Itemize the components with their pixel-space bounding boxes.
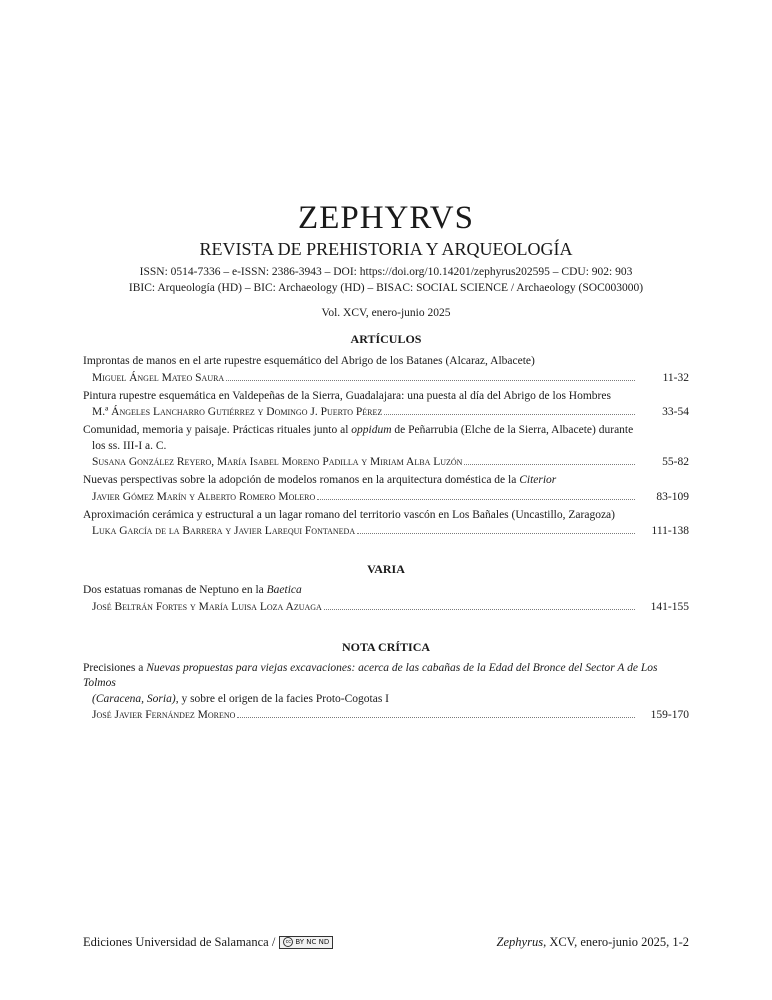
- entry-author-line: [83, 404, 689, 420]
- entry-title: [83, 661, 689, 692]
- toc-entry[interactable]: [83, 508, 689, 540]
- dot-leader: [324, 608, 635, 610]
- identifiers-line: ISSN: 0514-7336 – e-ISSN: 2386-3943 – DOI: https://doi.org/10.14201/zephyrus202595 – CDU: 902: 903: [139, 266, 633, 278]
- entry-title: [83, 423, 689, 439]
- page-footer: [83, 934, 689, 950]
- entry-author-line: [83, 454, 689, 470]
- entry-title-italic: (Caracena, Soria): [92, 692, 176, 705]
- entry-pages: 141-155: [650, 600, 689, 613]
- entry-title-part: de Peñarrubia (Elche de la Sierra, Albacete) durante: [391, 424, 634, 436]
- entry-title-part: Precisiones a: [83, 661, 147, 674]
- journal-subtitle: REVISTA DE PREHISTORIA Y ARQUEOLOGÍA: [199, 239, 573, 259]
- classification-line: IBIC: Arqueología (HD) – BIC: Archaeology (HD) – BISAC: SOCIAL SCIENCE / Archaeology (SOC003000): [128, 282, 644, 294]
- entry-pages: 11-32: [662, 371, 689, 384]
- entry-pages: 111-138: [651, 525, 689, 537]
- entry-pages: 55-82: [662, 456, 689, 468]
- toc-entry[interactable]: [83, 423, 689, 470]
- footer-publisher: [83, 934, 333, 950]
- entry-pages: 159-170: [650, 709, 689, 721]
- dot-leader: [317, 498, 635, 500]
- publisher-name: Ediciones Universidad de Salamanca /: [83, 935, 276, 949]
- entry-authors: José Beltrán Fortes y María Luisa Loza Azuaga: [92, 600, 322, 613]
- entry-title-part: Nuevas perspectivas sobre la adopción de modelos romanos en la arquitectura doméstica de la: [83, 474, 520, 486]
- dot-leader: [357, 532, 635, 534]
- entry-title: Aproximación cerámica y estructural a un lagar romano del territorio vascón en Los Bañales (Uncastillo, Zaragoza): [83, 508, 615, 521]
- entry-title-part: Comunidad, memoria y paisaje. Prácticas rituales junto al: [83, 424, 352, 436]
- entry-title: [83, 473, 689, 489]
- footer-citation-text: , XCV, enero-junio 2025, 1-2: [543, 935, 689, 949]
- entry-authors: Miguel Ángel Mateo Saura: [92, 371, 225, 384]
- table-of-contents: [83, 331, 689, 726]
- entry-title-italic: Baetica: [266, 584, 302, 596]
- entry-authors: M.ª Ángeles Lancharro Gutiérrez y Domingo J. Puerto Pérez: [92, 406, 383, 418]
- entry-title-part: Dos estatuas romanas de Neptuno en la: [83, 584, 267, 596]
- toc-entry[interactable]: [83, 661, 689, 724]
- section-heading-varia: VARIA: [367, 562, 405, 576]
- entry-title: Pintura rupestre esquemática en Valdepeñas de la Sierra, Guadalajara: una puesta al día del Abrigo de los Hombres: [83, 389, 611, 402]
- toc-entry[interactable]: [83, 389, 689, 421]
- creative-commons-license-icon[interactable]: [279, 936, 333, 949]
- entry-title-italic: oppidum: [351, 424, 392, 436]
- toc-entry[interactable]: [83, 583, 689, 615]
- toc-entry[interactable]: [83, 473, 689, 505]
- entry-title-continuation: [83, 692, 689, 708]
- entry-title-italic: Citerior: [519, 474, 557, 486]
- entry-title: Improntas de manos en el arte rupestre esquemático del Abrigo de los Batanes (Alcaraz, Albacete): [83, 355, 535, 367]
- dot-leader: [464, 463, 635, 465]
- section-heading-articulos: ARTÍCULOS: [350, 332, 422, 346]
- entry-authors: Luka García de la Barrera y Javier Larequi Fontaneda: [92, 525, 356, 537]
- cc-icon: cc: [283, 937, 293, 947]
- entry-authors: Javier Gómez Marín y Alberto Romero Molero: [92, 490, 316, 503]
- entry-authors: José Javier Fernández Moreno: [92, 709, 236, 721]
- entry-pages: 33-54: [662, 406, 689, 418]
- dot-leader: [237, 716, 635, 718]
- entry-author-line: [83, 370, 689, 386]
- entry-author-line: [83, 523, 689, 539]
- entry-title-part: , y sobre el origen de la facies Proto-Cogotas I: [175, 692, 390, 705]
- journal-title: ZEPHYRVS: [298, 200, 474, 236]
- footer-citation: [497, 934, 689, 950]
- entry-author-line: [83, 707, 689, 723]
- entry-title: [83, 583, 689, 599]
- dot-leader: [226, 379, 635, 381]
- entry-author-line: [83, 599, 689, 615]
- entry-title-italic: Nuevas propuestas para viejas excavaciones: acerca de las cabañas de la Edad del Bronce del Sector A de Los Tolmos: [83, 661, 658, 689]
- masthead: [0, 200, 772, 321]
- entry-authors: Susana González Reyero, María Isabel Moreno Padilla y Miriam Alba Luzón: [92, 456, 463, 468]
- toc-entry[interactable]: [83, 354, 689, 386]
- section-heading-nota-critica: NOTA CRÍTICA: [341, 639, 431, 654]
- entry-author-line: [83, 489, 689, 505]
- entry-pages: 83-109: [656, 490, 689, 503]
- license-badge-text: BY NC ND: [295, 938, 330, 946]
- entry-title-continuation: los ss. III-I a. C.: [92, 439, 167, 452]
- footer-journal-name: Zephyrus: [496, 935, 544, 949]
- dot-leader: [384, 413, 635, 415]
- volume-line: Vol. XCV, enero-junio 2025: [321, 307, 451, 319]
